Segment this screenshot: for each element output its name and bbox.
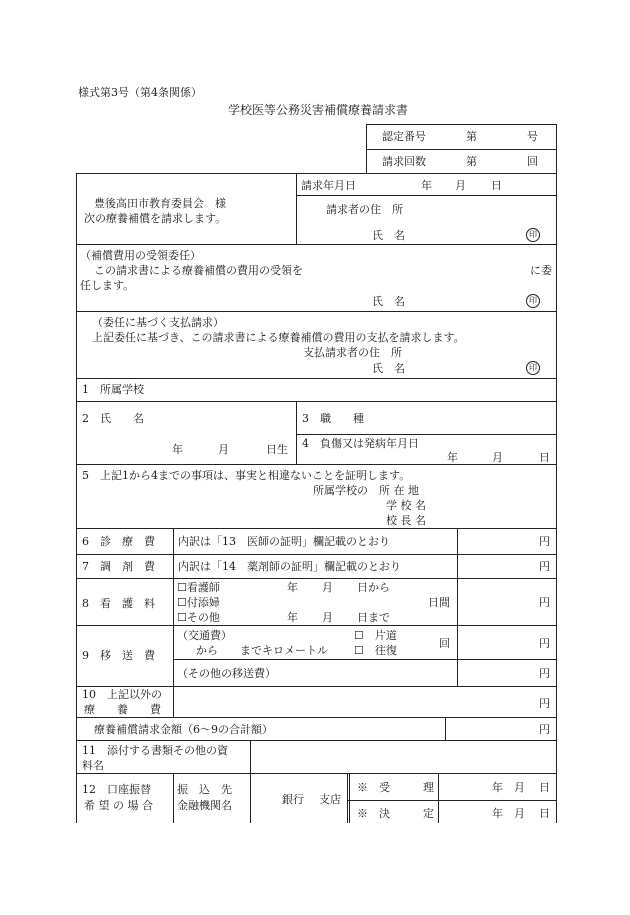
nursing-option-nurse[interactable]: ☐看護師 <box>177 581 220 594</box>
transport-fare-yen: 円 <box>539 637 550 650</box>
certification-text: 5 上記1から4までの事項は、事実と相違ないことを証明します。 <box>82 469 411 482</box>
nursing-from-month: 月 <box>322 581 333 594</box>
nursing-until-year: 年 <box>287 611 298 624</box>
pharmacy-fee-desc: 内訳は「14 薬剤師の証明」欄記載のとおり <box>178 560 401 573</box>
injury-date-month: 月 <box>492 451 503 464</box>
total-amount-label: 療養補償請求金額（6～9の合計額） <box>94 723 273 736</box>
medical-fee-desc: 内訳は「13 医師の証明」欄記載のとおり <box>178 535 390 548</box>
payment-heading: （委任に基づく支払請求） <box>92 316 224 329</box>
nursing-fee-yen: 円 <box>539 596 550 609</box>
claim-count-dai: 第 <box>466 155 477 168</box>
nursing-option-other[interactable]: ☐その他 <box>177 611 220 624</box>
financial-institution-label: 金融機関名 <box>177 799 232 812</box>
delegation-text-cont: 任します。 <box>80 279 135 292</box>
birth-year: 年 <box>172 443 183 456</box>
branch-suffix: 支店 <box>319 793 341 806</box>
payment-text: 上記委任に基づき、この請求書による療養補償の費用の支払を請求します。 <box>92 331 465 344</box>
transport-fee-label: 9 移 送 費 <box>82 649 155 662</box>
bank-transfer-label: 12 口座振替 <box>82 783 151 796</box>
transport-other-yen: 円 <box>539 667 550 680</box>
request-statement: 次の療養補償を請求します。 <box>84 212 227 225</box>
payment-address-label: 支払請求者の住 所 <box>303 346 402 359</box>
request-date-month: 月 <box>455 179 466 192</box>
receipt-label: ※ 受 理 <box>357 781 434 794</box>
delegation-text: この請求書による療養補償の費用の受領を <box>94 264 303 277</box>
nursing-until-month: 月 <box>322 611 333 624</box>
school-name-label: 学 校 名 <box>386 499 426 512</box>
receipt-month: 月 <box>514 781 525 794</box>
cert-number-go: 号 <box>527 130 538 143</box>
cert-number-label: 認定番号 <box>382 130 426 143</box>
delegation-name-label: 氏 名 <box>372 295 405 308</box>
requester-name-label: 氏 名 <box>372 229 405 242</box>
other-fee-label: 10 上記以外の <box>82 688 162 701</box>
school-location-label: 所属学校の 所 在 地 <box>313 484 419 497</box>
bank-transfer-label-cont: 希 望 の 場 合 <box>84 799 153 812</box>
payment-seal: 印 <box>526 361 540 375</box>
transport-times: 回 <box>439 637 450 650</box>
school-label: 1 所属学校 <box>82 383 144 396</box>
pharmacy-fee-yen: 円 <box>539 560 550 573</box>
decision-year: 年 <box>492 807 503 820</box>
transfer-destination-label: 振 込 先 <box>177 783 232 796</box>
nursing-from-year: 年 <box>287 581 298 594</box>
person-name-label: 2 氏 名 <box>82 412 144 425</box>
request-date-label: 請求年月日 <box>301 179 356 192</box>
transport-oneway[interactable]: ☐ 片道 <box>354 629 397 642</box>
request-date-year: 年 <box>421 179 432 192</box>
decision-day: 日 <box>539 807 550 820</box>
claim-count-kai: 回 <box>527 155 538 168</box>
form-id: 様式第3号（第4条関係） <box>78 86 202 99</box>
claim-count-label: 請求回数 <box>382 155 426 168</box>
delegation-seal: 印 <box>526 294 540 308</box>
receipt-year: 年 <box>492 781 503 794</box>
document-title: 学校医等公務災害補償療養請求書 <box>228 103 409 117</box>
transport-roundtrip[interactable]: ☐ 往復 <box>354 644 397 657</box>
delegation-heading: （補償費用の受領委任） <box>80 249 201 262</box>
payment-name-label: 氏 名 <box>372 362 405 375</box>
nursing-option-attendant[interactable]: ☐付添婦 <box>177 596 220 609</box>
injury-date-label: 4 負傷又は発病年月日 <box>302 437 419 450</box>
birth-day: 日生 <box>266 443 288 456</box>
nursing-until-day: 日まで <box>357 611 390 624</box>
other-fee-yen: 円 <box>539 697 550 710</box>
documents-label-cont: 料名 <box>82 759 104 772</box>
decision-label: ※ 決 定 <box>357 807 434 820</box>
delegation-text-end: に委 <box>530 264 552 277</box>
transport-subheading-other: （その他の移送費） <box>177 667 276 680</box>
injury-date-day: 日 <box>539 451 550 464</box>
principal-name-label: 校 長 名 <box>386 514 426 527</box>
medical-fee-label: 6 診 療 費 <box>82 535 155 548</box>
pharmacy-fee-label: 7 調 剤 費 <box>82 560 155 573</box>
nursing-fee-label: 8 看 護 料 <box>82 597 155 610</box>
bank-suffix: 銀行 <box>282 793 304 806</box>
documents-label: 11 添付する書類その他の資 <box>82 744 228 757</box>
requester-seal: 印 <box>526 228 540 242</box>
transport-subheading-fare: （交通費） <box>177 629 232 642</box>
decision-month: 月 <box>514 807 525 820</box>
other-fee-label-cont: 療 養 費 <box>84 703 161 716</box>
medical-fee-yen: 円 <box>539 535 550 548</box>
birth-month: 月 <box>218 443 229 456</box>
request-date-day: 日 <box>491 179 502 192</box>
nursing-from-day: 日から <box>357 581 390 594</box>
transport-distance-text: から までキロメートル <box>196 644 328 657</box>
nursing-days: 日間 <box>428 596 450 609</box>
injury-date-year: 年 <box>447 451 458 464</box>
occupation-label: 3 職 種 <box>302 412 364 425</box>
receipt-day: 日 <box>539 781 550 794</box>
cert-number-dai: 第 <box>466 130 477 143</box>
addressee: 豊後高田市教育委員会 様 <box>94 197 226 210</box>
total-amount-yen: 円 <box>539 723 550 736</box>
requester-address-label: 請求者の住 所 <box>326 203 403 216</box>
